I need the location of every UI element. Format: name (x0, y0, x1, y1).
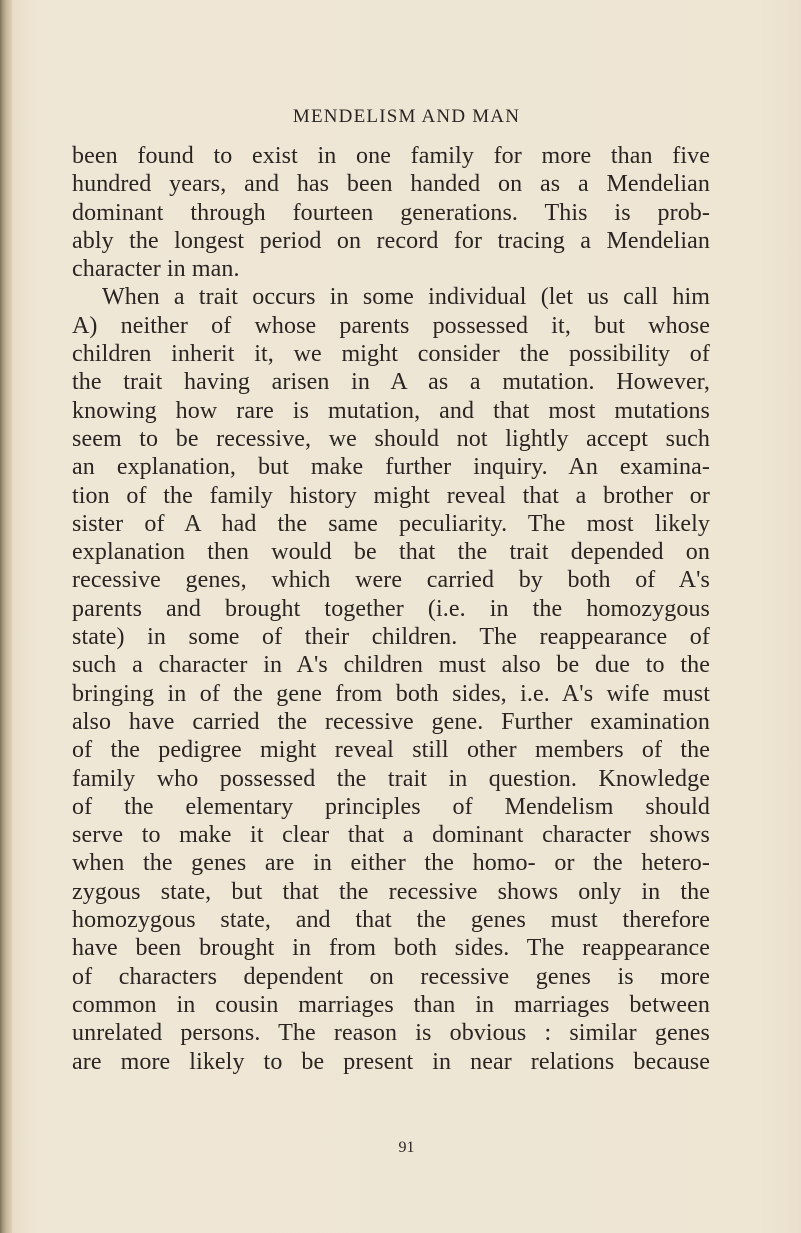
text-line: dominant through fourteen generations. This is prob- (72, 199, 710, 226)
page-number: 91 (398, 1139, 415, 1156)
text-line: are more likely to be present in near relations because (72, 1048, 710, 1075)
text-line: unrelated persons. The reason is obvious : similar genes (72, 1020, 710, 1047)
text-line: recessive genes, which were carried by both of A's (72, 567, 710, 594)
text-line: also have carried the recessive gene. Further examination (72, 708, 710, 735)
text-line: zygous state, but that the recessive shows only in the (72, 878, 710, 905)
text-line: when the genes are in either the homo- or the hetero- (72, 850, 710, 877)
text-line: tion of the family history might reveal that a brother or (72, 482, 710, 509)
text-line: parents and brought together (i.e. in the homozygous (72, 595, 710, 622)
text-line: A) neither of whose parents possessed it, but whose (72, 312, 710, 339)
text-line: the trait having arisen in A as a mutation. However, (72, 369, 710, 396)
text-line: character in man. (72, 256, 240, 283)
text-line: homozygous state, and that the genes must therefore (72, 907, 710, 934)
body-text (72, 142, 710, 1076)
text-line: common in cousin marriages than in marriages between (72, 991, 710, 1018)
text-line: seem to be recessive, we should not lightly accept such (72, 425, 710, 452)
text-line: hundred years, and has been handed on as a Mendelian (72, 171, 710, 198)
text-line: an explanation, but make further inquiry. An examina- (72, 454, 710, 481)
text-line: sister of A had the same peculiarity. The most likely (72, 510, 710, 537)
text-line: have been brought in from both sides. The reappearance (72, 935, 710, 962)
text-line: children inherit it, we might consider the possibility of (72, 341, 710, 368)
text-line: ably the longest period on record for tracing a Mendelian (72, 227, 710, 254)
text-line: When a trait occurs in some individual (let us call him (102, 284, 710, 311)
text-line: knowing how rare is mutation, and that most mutations (72, 397, 710, 424)
text-line: of the elementary principles of Mendelism should (72, 793, 710, 820)
text-line: bringing in of the gene from both sides, i.e. A's wife must (72, 680, 710, 707)
running-head: MENDELISM AND MAN (292, 106, 521, 127)
text-line: of characters dependent on recessive genes is more (72, 963, 710, 990)
text-line: explanation then would be that the trait depended on (72, 539, 710, 566)
text-line: family who possessed the trait in question. Knowledge (72, 765, 710, 792)
text-line: of the pedigree might reveal still other members of the (72, 737, 710, 764)
text-line: state) in some of their children. The reappearance of (72, 624, 710, 651)
page-binding-edge (0, 0, 12, 1233)
text-line: such a character in A's children must also be due to the (72, 652, 710, 679)
text-line: serve to make it clear that a dominant character shows (72, 822, 710, 849)
text-line: been found to exist in one family for more than five (72, 143, 710, 169)
